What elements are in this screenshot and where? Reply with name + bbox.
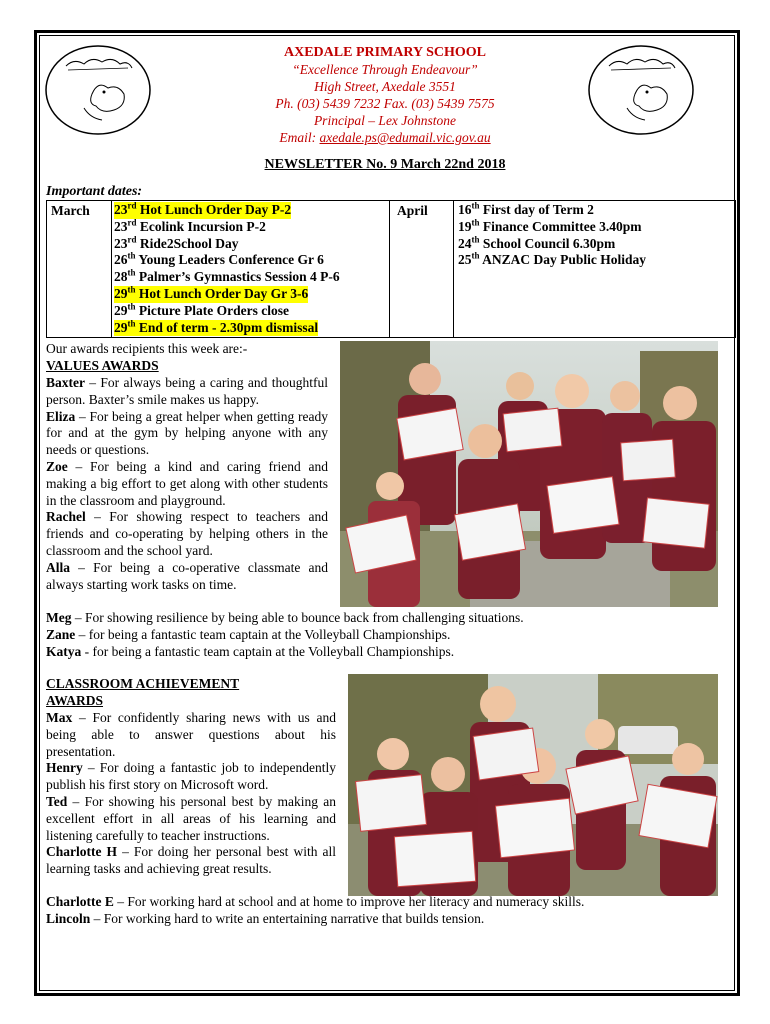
march-events-cell [112, 201, 390, 338]
event-day-suffix: rd [127, 217, 137, 228]
march-events [114, 202, 387, 336]
event-text: End of term - 2.30pm dismissal [135, 319, 319, 335]
school-address: High Street, Axedale 3551 [314, 79, 456, 94]
april-event-row [458, 252, 731, 269]
april-event-row [458, 219, 731, 236]
march-event-row [114, 252, 387, 269]
event-text: Ride2School Day [136, 235, 239, 251]
award-recipient-name: Lincoln [46, 910, 91, 926]
award-recipient-name: Rachel [46, 509, 86, 525]
school-email-line [150, 129, 620, 146]
march-event-row [114, 202, 387, 219]
important-dates-heading: Important dates: [46, 184, 143, 199]
march-event [114, 320, 318, 337]
classroom-awards-list-full [46, 894, 736, 928]
award-reason: – For being a great helper when getting ready for and at the gym by helping anyone with any needs or questions. [46, 408, 328, 458]
school-principal: Principal – Lex Johnstone [313, 113, 457, 128]
event-day: 24 [458, 235, 472, 251]
email-link[interactable]: axedale.ps@edumail.vic.gov.au [319, 130, 491, 145]
march-event [114, 219, 266, 234]
march-event [114, 236, 239, 251]
award-entry [46, 894, 736, 911]
award-reason: – For doing her personal best with all learning tasks and achieving great results. [46, 844, 336, 877]
values-awards-list-full [46, 610, 736, 660]
award-reason: – For being a kind and caring friend and making a big effort to get along with other students in the classroom and playground. [46, 458, 328, 508]
march-event [114, 202, 291, 219]
award-entry [46, 911, 736, 928]
school-phone: Ph. (03) 5439 7232 Fax. (03) 5439 7575 [275, 96, 495, 111]
event-day: 28 [114, 269, 128, 285]
march-event [114, 303, 289, 318]
april-label: April [397, 203, 428, 218]
award-reason: – for being a fantastic team captain at the Volleyball Championships. [75, 626, 451, 642]
event-text: ANZAC Day Public Holiday [479, 252, 647, 268]
award-reason: – For showing his personal best by making an excellent effort in all areas of his learning and listening carefully to teacher instructions. [46, 793, 336, 843]
award-recipient-name: Henry [46, 760, 83, 776]
award-recipient-name: Ted [46, 793, 68, 809]
award-recipient-name: Meg [46, 610, 72, 625]
values-awards-heading: VALUES AWARDS [46, 358, 159, 373]
award-reason: – For working hard at school and at home to improve her literacy and numeracy skills. [113, 894, 585, 909]
award-entry [46, 509, 328, 559]
award-entry [46, 760, 336, 794]
classroom-awards-list [46, 710, 336, 878]
event-day: 29 [114, 319, 128, 335]
award-entry [46, 409, 328, 459]
event-text: School Council 6.30pm [479, 235, 616, 251]
award-entry [46, 610, 736, 627]
school-motto: “Excellence Through Endeavour” [292, 62, 478, 77]
event-text: Palmer’s Gymnastics Session 4 P-6 [135, 269, 340, 285]
award-entry [46, 644, 736, 661]
march-event [114, 252, 324, 267]
event-day: 19 [458, 218, 472, 234]
event-day: 25 [458, 252, 472, 268]
april-event-row [458, 236, 731, 253]
award-recipient-name: Baxter [46, 375, 85, 390]
march-event-row [114, 303, 387, 320]
event-day: 29 [114, 285, 128, 301]
award-entry [46, 459, 328, 509]
award-entry [46, 844, 336, 878]
awards-intro: Our awards recipients this week are:- [46, 341, 248, 356]
event-text: Finance Committee 3.40pm [479, 218, 642, 234]
award-reason: – For doing a fantastic job to independently publish his first story on Microsoft word. [46, 760, 336, 793]
event-day-suffix: th [127, 284, 136, 295]
classroom-awards-heading: CLASSROOM ACHIEVEMENT AWARDS [46, 676, 240, 708]
newsletter-title: NEWSLETTER No. 9 March 22nd 2018 [264, 157, 506, 172]
school-name: AXEDALE PRIMARY SCHOOL [283, 45, 486, 60]
award-recipient-name: Katya [46, 643, 82, 659]
april-label-cell [390, 201, 454, 338]
award-recipient-name: Charlotte E [46, 894, 114, 909]
award-reason: – For showing resilience by being able to bounce back from challenging situations. [71, 610, 524, 625]
award-recipient-name: Max [46, 710, 73, 725]
event-text: First day of Term 2 [479, 202, 594, 217]
event-day-suffix: th [471, 250, 480, 261]
march-label: March [51, 203, 90, 218]
march-event-row [114, 286, 387, 303]
event-day: 26 [114, 252, 128, 268]
award-recipient-name: Charlotte H [46, 844, 118, 860]
classroom-awards-photo [348, 674, 718, 896]
march-event-row [114, 236, 387, 253]
award-recipient-name: Zoe [46, 458, 68, 474]
event-day: 23 [114, 218, 128, 234]
event-day: 23 [114, 202, 128, 217]
march-event-row [114, 320, 387, 337]
award-reason: - for being a fantastic team captain at the Volleyball Championships. [81, 643, 455, 659]
march-event-row [114, 269, 387, 286]
school-logo-left [44, 44, 152, 136]
award-entry [46, 794, 336, 844]
event-day-suffix: th [127, 301, 136, 312]
school-header [150, 44, 620, 146]
award-entry [46, 560, 328, 594]
award-reason: – For showing respect to teachers and friends and co-operating by helping others in the classroom and the school yard. [46, 509, 328, 558]
award-reason: – For working hard to write an entertaining narrative that builds tension. [90, 910, 485, 926]
april-events [458, 202, 731, 269]
email-label: Email: [279, 130, 320, 145]
april-event-row [458, 202, 731, 219]
march-event [114, 269, 340, 284]
event-day: 23 [114, 235, 128, 251]
march-event-row [114, 219, 387, 236]
event-text: Young Leaders Conference Gr 6 [135, 252, 324, 268]
values-awards-photo [340, 341, 718, 607]
event-text: Picture Plate Orders close [135, 302, 289, 318]
award-recipient-name: Eliza [46, 408, 76, 424]
april-events-cell [454, 201, 736, 338]
event-text: Ecolink Incursion P-2 [136, 218, 266, 234]
event-text: Hot Lunch Order Day P-2 [136, 202, 292, 217]
event-day-suffix: th [127, 318, 136, 329]
award-entry [46, 710, 336, 760]
award-entry [46, 375, 328, 409]
award-reason: – For confidently sharing news with us and being able to answer questions about his presentation. [46, 710, 336, 759]
march-label-cell [47, 201, 112, 338]
event-day-suffix: th [471, 234, 480, 245]
event-day: 29 [114, 302, 128, 318]
event-day-suffix: th [127, 250, 136, 261]
event-day-suffix: th [471, 217, 480, 228]
event-day-suffix: rd [127, 234, 137, 245]
event-day-suffix: th [471, 200, 480, 211]
values-awards-list [46, 375, 328, 593]
award-reason: – For always being a caring and thoughtful person. Baxter’s smile makes us happy. [46, 375, 328, 407]
april-event [458, 202, 594, 217]
event-day-suffix: rd [127, 200, 137, 211]
event-day: 16 [458, 202, 472, 217]
event-day-suffix: th [127, 267, 136, 278]
april-event [458, 236, 615, 251]
award-recipient-name: Alla [46, 559, 71, 575]
award-recipient-name: Zane [46, 626, 76, 642]
april-event [458, 252, 646, 267]
award-entry [46, 627, 736, 644]
award-reason: – For being a co-operative classmate and always starting work tasks on time. [46, 559, 328, 592]
april-event [458, 219, 641, 234]
march-event [114, 286, 308, 303]
event-text: Hot Lunch Order Day Gr 3-6 [135, 285, 309, 301]
important-dates-table [46, 200, 736, 338]
